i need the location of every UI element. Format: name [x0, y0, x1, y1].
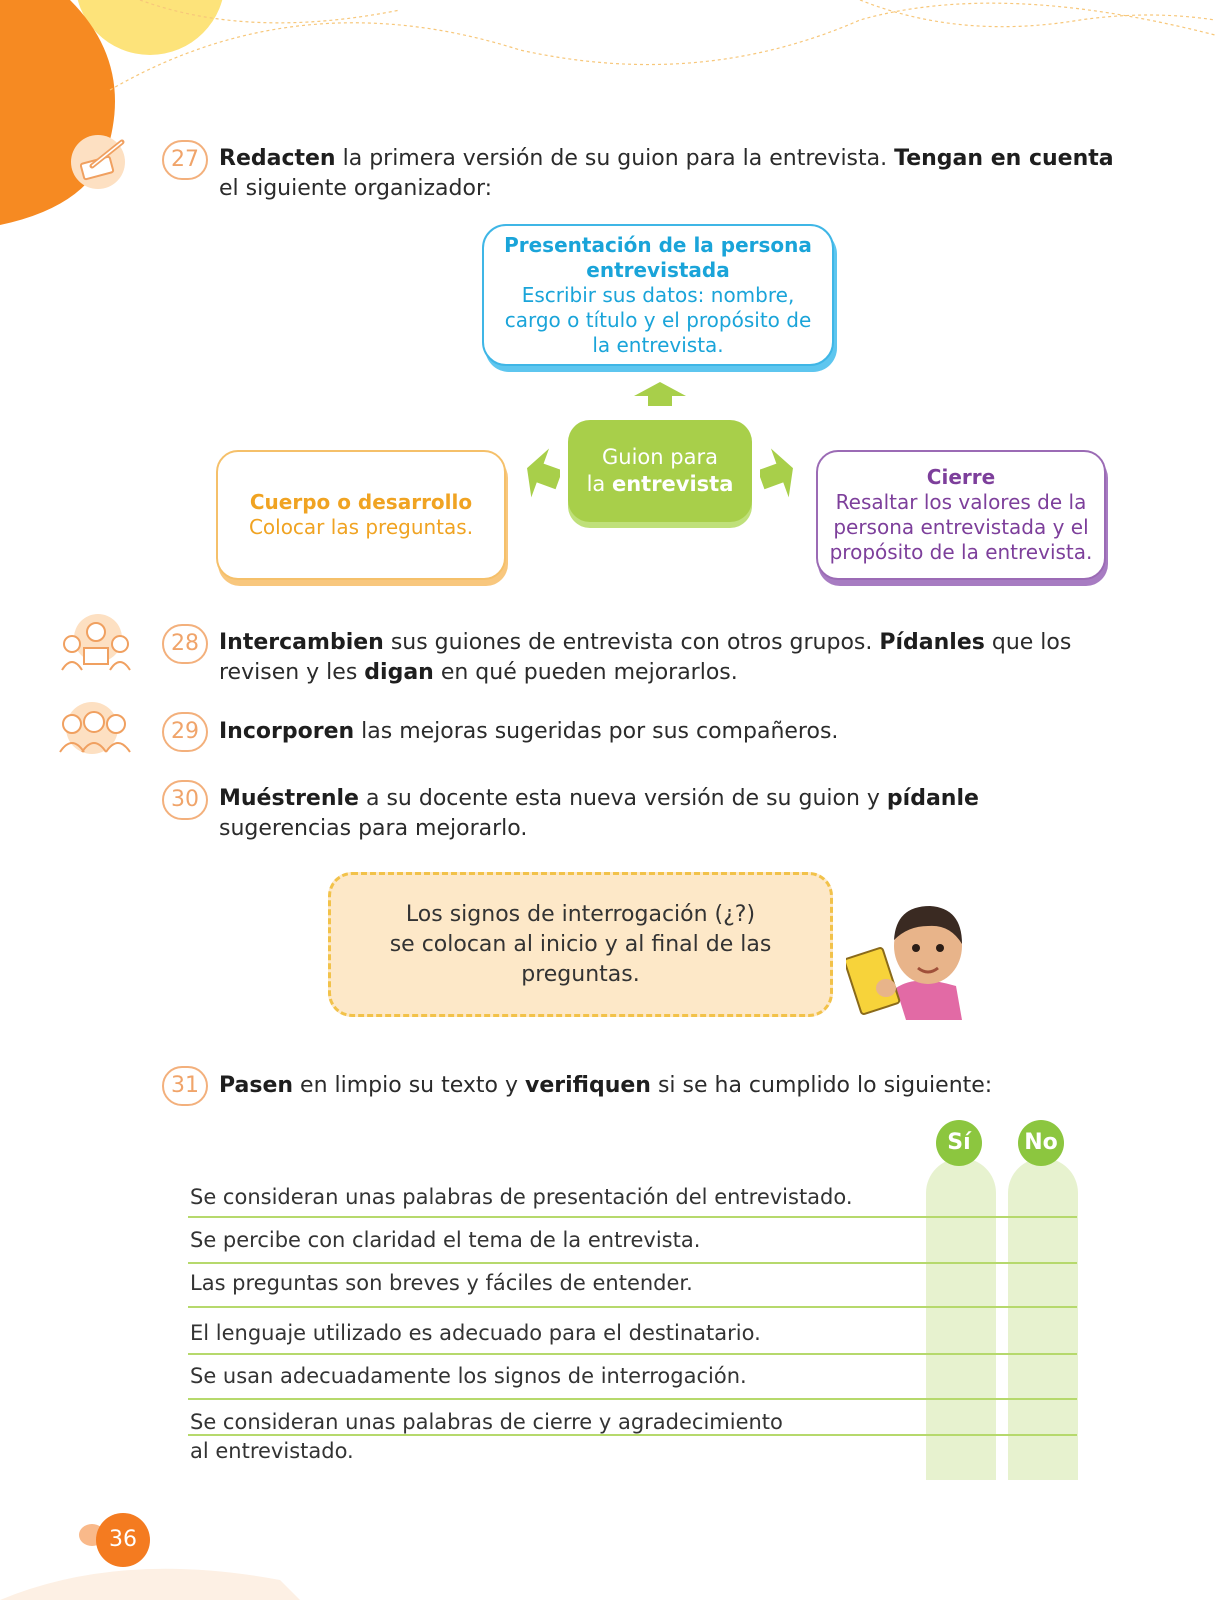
activity-31-text: Pasen en limpio su texto y verifiquen si se ha cumplido lo siguiente:: [219, 1073, 993, 1098]
activity-number-27: 27: [162, 140, 208, 180]
bold-text: Redacten: [219, 146, 336, 171]
bold-text: verifiquen: [525, 1073, 651, 1098]
bold-text: digan: [364, 660, 434, 685]
bold-text: Tengan en cuenta: [894, 146, 1114, 171]
organizer-top-body: la entrevista.: [592, 332, 724, 357]
row-divider: [188, 1398, 1077, 1400]
writing-icon: [70, 132, 130, 190]
organizer-left-box: [216, 450, 506, 580]
activity-30-text: Muéstrenle a su docente esta nueva versión de su guion y pídanle sugerencias para mejorarlo.: [219, 786, 979, 841]
yes-header: Sí: [936, 1120, 982, 1166]
activity-number-28: 28: [162, 624, 208, 664]
organizer-right-box: [816, 450, 1106, 580]
group-icon: [56, 700, 136, 758]
organizer-left-title: Cuerpo o desarrollo: [249, 490, 473, 514]
organizer-right-title: Cierre: [926, 465, 996, 489]
tip-line: preguntas.: [521, 961, 640, 987]
organizer-top-title: Presentación de la persona: [504, 232, 812, 257]
bold-text: Muéstrenle: [219, 786, 359, 811]
activity-number-31: 31: [162, 1066, 208, 1106]
row-divider: [188, 1434, 1077, 1436]
organizer-top-body: Escribir sus datos: nombre,: [521, 282, 795, 307]
no-header: No: [1018, 1120, 1064, 1166]
organizer-center-line: la entrevista: [586, 472, 734, 496]
bold-text: Intercambien: [219, 630, 384, 655]
row-divider: [188, 1306, 1077, 1308]
checklist-item: Se percibe con claridad el tema de la entrevista.: [190, 1228, 701, 1252]
arrow-left-icon: [526, 448, 560, 500]
organizer-top-title: entrevistada: [586, 257, 730, 282]
page-number: 36: [96, 1513, 150, 1567]
activity-29-text: Incorporen las mejoras sugeridas por sus compañeros.: [219, 719, 839, 744]
organizer-center-line: Guion para: [602, 445, 718, 469]
checklist-item: El lenguaje utilizado es adecuado para el destinatario.: [190, 1321, 761, 1345]
checklist-item: Se consideran unas palabras de cierre y agradecimiento: [190, 1410, 783, 1434]
bold-text: pídanle: [886, 786, 979, 811]
arrow-right-icon: [760, 448, 794, 500]
organizer-top-box: [482, 224, 834, 366]
checklist-item: Se consideran unas palabras de presentación del entrevistado.: [190, 1185, 853, 1209]
bold-text: Pídanles: [879, 630, 985, 655]
checklist-item: Se usan adecuadamente los signos de interrogación.: [190, 1364, 747, 1388]
tip-box: [328, 872, 833, 1017]
activity-number-29: 29: [162, 712, 208, 752]
activity-27-text: Redacten la primera versión de su guion para la entrevista. Tengan en cuenta el siguiente organizador:: [219, 146, 1114, 201]
checklist-item: Las preguntas son breves y fáciles de entender.: [190, 1271, 693, 1295]
row-divider: [188, 1262, 1077, 1264]
corner-decoration: [0, 0, 1215, 240]
organizer-right-body: persona entrevistada y el: [833, 515, 1089, 539]
checklist-item: al entrevistado.: [190, 1439, 354, 1463]
organizer-center-box: [568, 420, 752, 522]
bold-text: Pasen: [219, 1073, 294, 1098]
tip-line: se colocan al inicio y al final de las: [389, 931, 772, 957]
yes-column[interactable]: [926, 1158, 996, 1480]
no-column[interactable]: [1008, 1158, 1078, 1480]
organizer-right-body: propósito de la entrevista.: [829, 540, 1093, 564]
organizer-top-body: cargo o título y el propósito de: [504, 307, 812, 332]
activity-28-text: Intercambien sus guiones de entrevista con otros grupos. Pídanles que los revisen y les digan en qué pueden mejorarlos.: [219, 630, 1072, 685]
arrow-up-icon: [634, 382, 686, 406]
group-reading-icon: [56, 614, 136, 674]
row-divider: [188, 1353, 1077, 1355]
tip-line: Los signos de interrogación (¿?): [405, 901, 756, 927]
organizer-left-body: Colocar las preguntas.: [248, 515, 474, 539]
activity-number-30: 30: [162, 780, 208, 820]
bottom-decoration: [0, 1540, 400, 1600]
row-divider: [188, 1216, 1077, 1218]
bold-text: Incorporen: [219, 719, 355, 744]
organizer-right-body: Resaltar los valores de la: [835, 490, 1087, 514]
child-reading-illustration: [846, 888, 976, 1028]
